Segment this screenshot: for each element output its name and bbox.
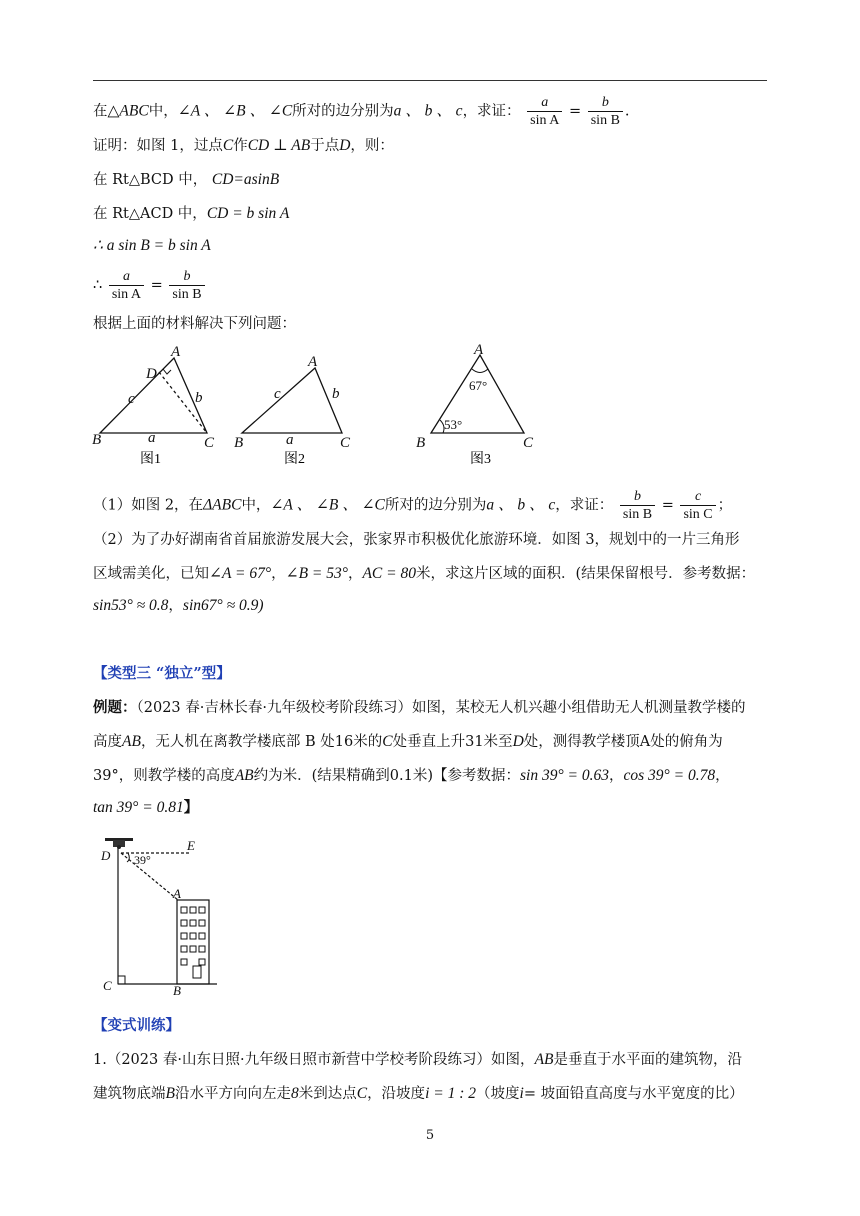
fig4-label-B: B [173, 983, 181, 997]
fig1-label-a: a [148, 430, 156, 446]
math: △ABC [107, 102, 149, 120]
example-line-4: tan 39° = 0.81】 [93, 799, 199, 816]
math: a 、 b 、 c [393, 102, 463, 120]
fig1-label-b: b [195, 390, 203, 406]
fig2-label-B: B [234, 435, 244, 451]
variation-heading: 【变式训练】 [93, 1017, 180, 1034]
fig1-label-C: C [204, 435, 215, 451]
figure-2 [242, 368, 342, 433]
example-line-2: 高度AB，无人机在离教学楼底部 B 处16米的C处垂直上升31米至D处，测得教学楼顶A处的俯角为 [93, 733, 723, 750]
fig2-caption: 图2 [284, 452, 305, 467]
variation-line-2: 建筑物底端B沿水平方向向左走8米到达点C，沿坡度i = 1 : 2（坡度i= 坡面铅直高度与水平宽度的比） [93, 1085, 744, 1102]
fig4-label-A: A [173, 886, 181, 901]
proof-line-6: 根据上面的材料解决下列问题： [93, 316, 296, 332]
math: ∠A 、 ∠B 、 ∠C [177, 102, 293, 120]
fig2-label-a: a [286, 432, 294, 448]
fraction: $\frac{b}{\text{sin B}}$ [169, 268, 204, 303]
question-2-line-3: sin53° ≈ 0.8，sin67° ≈ 0.9) [93, 597, 264, 614]
example-line-1: 例题：（2023 春·吉林长春·九年级校考阶段练习）如图，某校无人机兴趣小组借助无人机测量教学楼的 [93, 699, 746, 716]
fig1-label-D: D [146, 366, 157, 382]
fraction: $\frac{c}{\text{sin C}}$ [680, 488, 715, 523]
text: 所对的边分别为 [292, 103, 394, 120]
fig2-label-C: C [340, 435, 351, 451]
drone-building-figure [95, 832, 225, 997]
text: 在 [93, 103, 108, 120]
page-number: 5 [425, 1128, 435, 1143]
building-windows [181, 907, 205, 965]
question-1: （1）如图 2，在ΔABC中，∠A 、 ∠B 、 ∠C所对的边分别为a 、 b 、 c，求证： $\frac{b}{\text{sin B}}$ = $\frac{c}{\text{sin C}}$ ； [93, 489, 733, 522]
fig4-label-D: D [101, 848, 111, 863]
fig3-caption: 图3 [470, 452, 491, 467]
fraction: $\frac{a}{\text{sin A}}$ [109, 268, 144, 303]
fig2-label-b: b [332, 386, 340, 402]
text: 中， [148, 103, 178, 120]
proof-line-2: 在 Rt△BCD 中， CD=asinB [93, 171, 280, 188]
section-heading: 【类型三 “独立”型】 [93, 665, 231, 682]
header-rule [93, 80, 767, 81]
proof-line-4: ∴ a sin B = b sin A [93, 237, 211, 254]
fig4-label-E: E [187, 838, 195, 853]
fig2-label-A: A [308, 354, 318, 370]
fig1-label-c: c [128, 391, 135, 407]
fig4-angle: 39° [134, 853, 151, 867]
intro-line: 在△ABC中，∠A 、 ∠B 、 ∠C所对的边分别为a 、 b 、 c，求证： $\frac{a}{\text{sin A}}$ = $\frac{b}{\text{sin B}}$ . [93, 95, 630, 128]
fig3-label-A: A [474, 342, 484, 358]
fig1-caption: 图1 [140, 452, 161, 467]
fig3-angle-A: 67° [469, 378, 488, 393]
fig3-label-C: C [523, 435, 534, 451]
proof-line-3: 在 Rt△ACD 中，CD = b sin A [93, 205, 290, 222]
fig1-label-B: B [92, 432, 102, 448]
fig3-angle-B: 53° [444, 417, 463, 432]
fig3-label-B: B [416, 435, 426, 451]
variation-line-1: 1.（2023 春·山东日照·九年级日照市新营中学校考阶段练习）如图，AB是垂直于水平面的建筑物，沿 [93, 1051, 742, 1068]
fraction: $\frac{b}{\text{sin B}}$ [588, 94, 623, 129]
fig4-label-C: C [103, 978, 112, 993]
fraction: $\frac{a}{\text{sin A}}$ [527, 94, 562, 129]
fraction: $\frac{b}{\text{sin B}}$ [620, 488, 655, 523]
fig2-label-c: c [274, 386, 281, 402]
question-2-line-2: 区域需美化，已知∠A = 67°，∠B = 53°，AC = 80米，求这片区域的面积．(结果保留根号．参考数据： [93, 565, 756, 582]
triangle-figures [0, 340, 860, 475]
example-line-3: 39°，则教学楼的高度AB约为米．(结果精确到0.1米)【参考数据：sin 39° = 0.63，cos 39° = 0.78， [93, 767, 730, 784]
proof-line-5: ∴ $\frac{a}{\text{sin A}}$ = $\frac{b}{\text{sin B}}$ [93, 268, 207, 303]
fig1-label-A: A [171, 344, 181, 360]
text: ，求证： [462, 103, 521, 120]
question-2-line-1: （2）为了办好湖南省首届旅游发展大会，张家界市积极优化旅游环境．如图 3，规划中的一片三角形 [93, 532, 740, 548]
proof-line-1: 证明：如图 1，过点C作CD ⊥ AB于点D，则： [93, 137, 394, 154]
